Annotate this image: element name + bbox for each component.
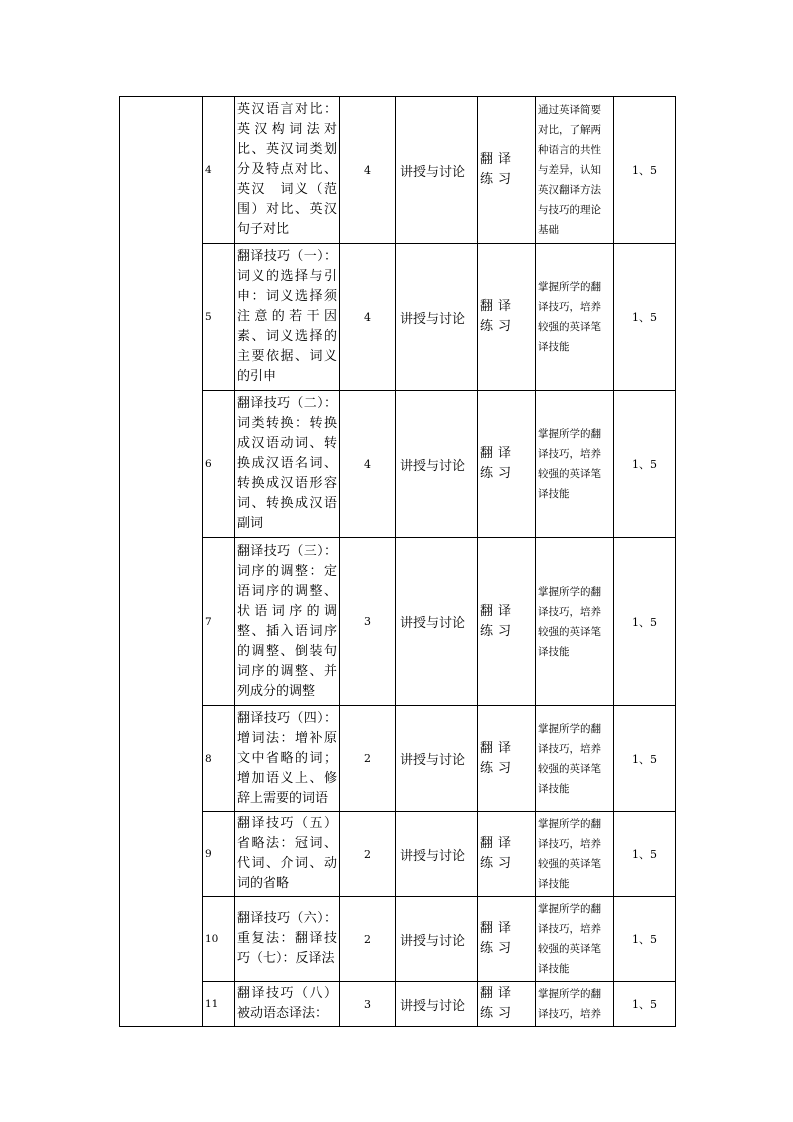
practice-type: 翻译练习: [478, 391, 536, 538]
teaching-method: 讲授与讨论: [396, 391, 478, 538]
row-number: 11: [203, 982, 235, 1027]
class-hours: 4: [340, 97, 396, 244]
class-hours: 4: [340, 391, 396, 538]
teaching-content: 翻译技巧（八）被动语态译法：: [235, 982, 340, 1027]
practice-type: 翻译练习: [478, 812, 536, 897]
table-row: [120, 706, 676, 812]
reference: 1、5: [614, 391, 676, 538]
practice-type: 翻译练习: [478, 244, 536, 391]
teaching-goal: 掌握所学的翻译技巧，培养较强的英译笔译技能: [536, 706, 614, 812]
reference: 1、5: [614, 897, 676, 982]
teaching-goal: 掌握所学的翻译技巧，培养较强的英译笔译技能: [536, 391, 614, 538]
class-hours: 3: [340, 982, 396, 1027]
row-number: 4: [203, 97, 235, 244]
blank-merged-cell: [120, 97, 203, 1027]
table-row: [120, 897, 676, 982]
practice-type: 翻译练习: [478, 897, 536, 982]
teaching-method: 讲授与讨论: [396, 706, 478, 812]
teaching-content: 英汉语言对比：英汉构词法对比、英汉词类划分及特点对比、英汉 词义（范围）对比、英汉句子对比: [235, 97, 340, 244]
teaching-method: 讲授与讨论: [396, 897, 478, 982]
teaching-content: 翻译技巧（六）：重复法：翻译技巧（七）：反译法: [235, 897, 340, 982]
table-row: [120, 97, 676, 244]
reference: 1、5: [614, 812, 676, 897]
teaching-goal: 掌握所学的翻译技巧，培养较强的英译笔译技能: [536, 244, 614, 391]
class-hours: 2: [340, 812, 396, 897]
table-row: [120, 391, 676, 538]
table-row: [120, 812, 676, 897]
teaching-goal: 通过英译简要对比，了解两种语言的共性与差异，认知英汉翻译方法与技巧的理论基础: [536, 97, 614, 244]
practice-type: 翻译练习: [478, 706, 536, 812]
class-hours: 4: [340, 244, 396, 391]
reference: 1、5: [614, 982, 676, 1027]
row-number: 6: [203, 391, 235, 538]
row-number: 5: [203, 244, 235, 391]
reference: 1、5: [614, 244, 676, 391]
teaching-content: 翻译技巧（二）：词类转换：转换成汉语动词、转换成汉语名词、转换成汉语形容词、转换成汉语副词: [235, 391, 340, 538]
teaching-content: 翻译技巧（三）：词序的调整：定语词序的调整、状语词序的调整、插入语词序的调整、倒装句词序的调整、并列成分的调整: [235, 538, 340, 706]
teaching-content: 翻译技巧（四）：增词法：增补原文中省略的词；增加语义上、修辞上需要的词语: [235, 706, 340, 812]
teaching-method: 讲授与讨论: [396, 244, 478, 391]
reference: 1、5: [614, 538, 676, 706]
row-number: 7: [203, 538, 235, 706]
practice-type: 翻译练习: [478, 538, 536, 706]
teaching-method: 讲授与讨论: [396, 982, 478, 1027]
teaching-method: 讲授与讨论: [396, 97, 478, 244]
teaching-goal: 掌握所学的翻译技巧，培养较强的英译笔译技能: [536, 538, 614, 706]
table-row: [120, 982, 676, 1027]
table-row: [120, 538, 676, 706]
reference: 1、5: [614, 706, 676, 812]
row-number: 8: [203, 706, 235, 812]
teaching-method: 讲授与讨论: [396, 538, 478, 706]
syllabus-table: [119, 96, 676, 1027]
practice-type: 翻译练习: [478, 97, 536, 244]
reference: 1、5: [614, 97, 676, 244]
teaching-goal: 掌握所学的翻译技巧，培养较强的英译笔译技能: [536, 812, 614, 897]
teaching-content: 翻译技巧（五）省略法：冠词、代词、介词、动词的省略: [235, 812, 340, 897]
teaching-content: 翻译技巧（一）：词义的选择与引申：词义选择须注意的若干因素、词义选择的主要依据、词义的引申: [235, 244, 340, 391]
teaching-method: 讲授与讨论: [396, 812, 478, 897]
teaching-goal: 掌握所学的翻译技巧，培养: [536, 982, 614, 1027]
practice-type: 翻译练习: [478, 982, 536, 1027]
row-number: 9: [203, 812, 235, 897]
row-number: 10: [203, 897, 235, 982]
class-hours: 2: [340, 706, 396, 812]
class-hours: 2: [340, 897, 396, 982]
teaching-goal: 掌握所学的翻译技巧，培养较强的英译笔译技能: [536, 897, 614, 982]
table-row: [120, 244, 676, 391]
class-hours: 3: [340, 538, 396, 706]
